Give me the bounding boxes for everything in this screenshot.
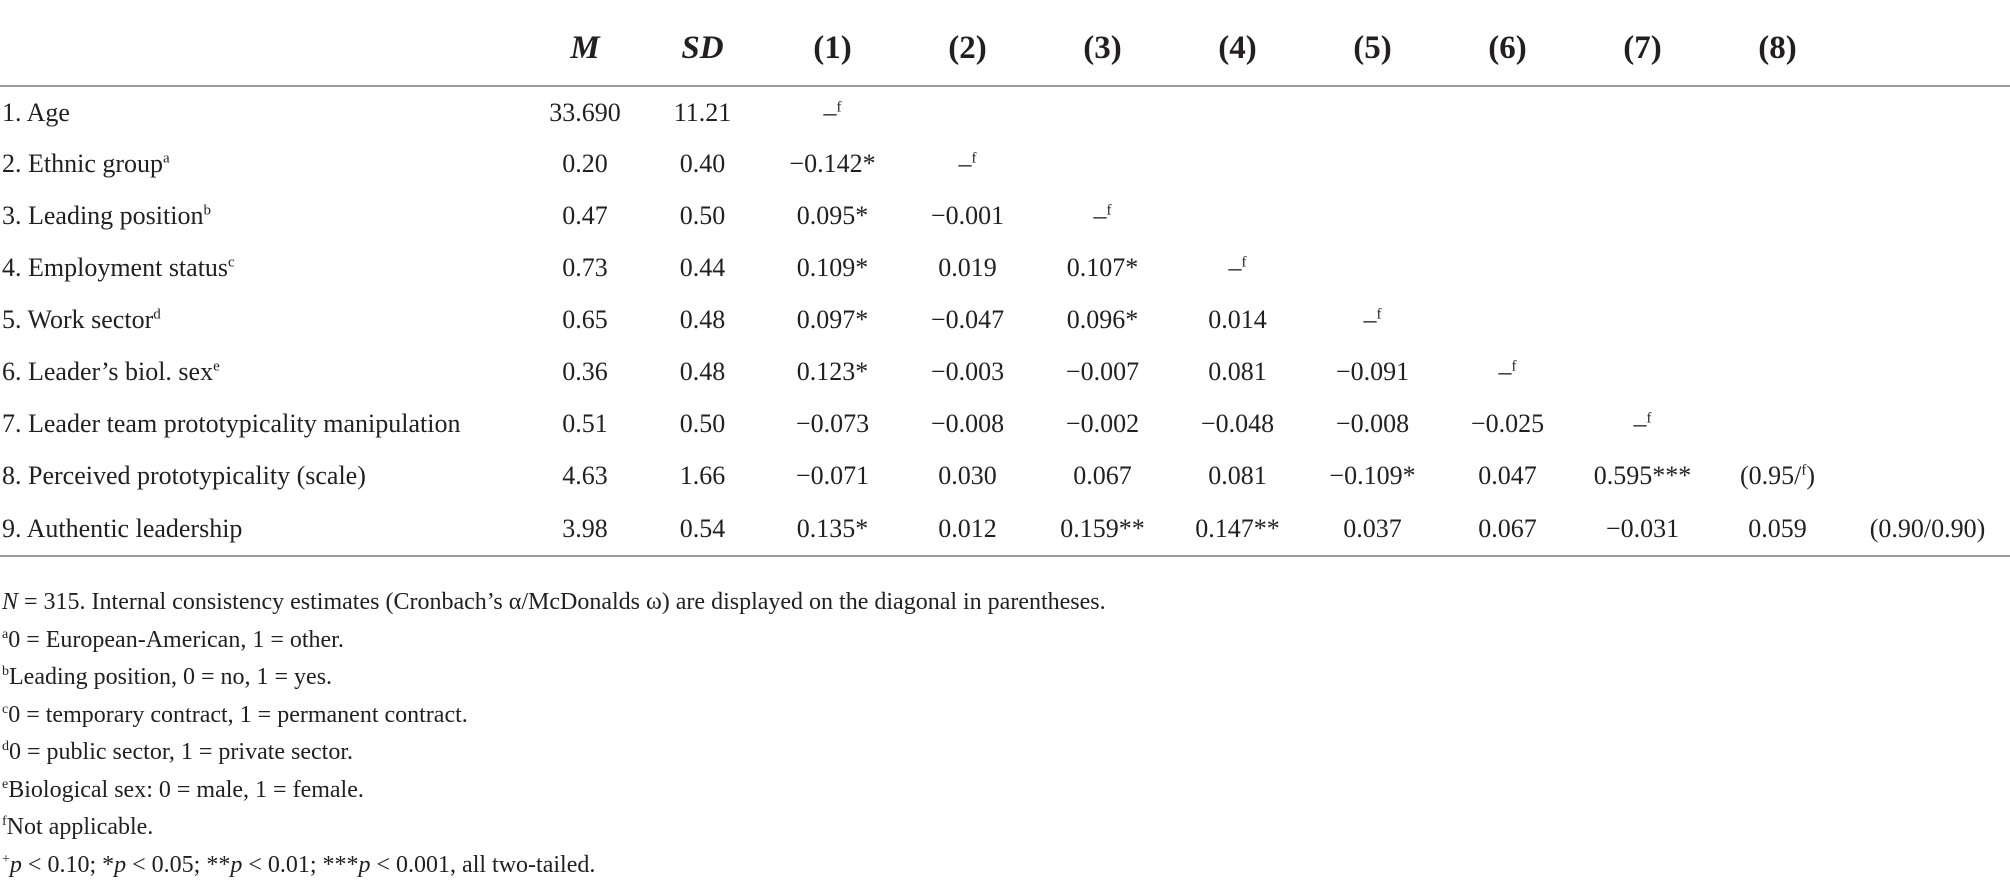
table-cell xyxy=(1305,86,1440,138)
table-cell: 0.147** xyxy=(1170,502,1305,556)
table-cell: −0.048 xyxy=(1200,409,1275,438)
variable-name: 4. Employment status xyxy=(2,253,229,282)
header-col-7: (7) xyxy=(1575,12,1710,86)
table-row xyxy=(0,398,2010,450)
note-b xyxy=(2,659,1106,697)
note-c-text: 0 = temporary contract, 1 = permanent contract. xyxy=(8,701,468,728)
table-cell xyxy=(1710,138,1845,190)
table-cell: 0.48 xyxy=(679,357,726,386)
table-row xyxy=(0,86,2010,138)
table-cell xyxy=(900,86,1035,138)
table-row xyxy=(0,190,2010,242)
table-cell: 0.107* xyxy=(1066,253,1139,282)
table-cell: 0.014 xyxy=(1208,305,1267,334)
not-applicable-cell: –$^f$ xyxy=(1228,253,1247,282)
table-cell xyxy=(1440,86,1575,138)
footnote-marker: f xyxy=(971,150,977,167)
note-f-text: Not applicable. xyxy=(6,814,154,840)
table-cell: 0.081 xyxy=(1208,357,1267,386)
table-cell: −0.071 xyxy=(795,461,870,490)
table-cell: −0.008 xyxy=(1335,409,1410,438)
variable-label xyxy=(0,502,530,556)
table-cell: 0.51 xyxy=(562,409,608,438)
note-f-symbol: f xyxy=(2,814,7,829)
note-sig-p: p xyxy=(358,851,371,878)
table-cell: 3.98 xyxy=(530,502,640,556)
table-cell: (0.90/0.90) xyxy=(1845,502,2010,556)
note-sig-p: p xyxy=(114,851,127,878)
note-d-symbol: d xyxy=(2,739,9,754)
table-cell xyxy=(1440,242,1575,294)
note-n-text: = 315. Internal consistency estimates (Cronbach’s α/McDonalds ω) are displayed on the diagonal in parentheses. xyxy=(18,589,1106,615)
table-cell: 0.595*** xyxy=(1593,461,1692,490)
table-cell: 0.73 xyxy=(562,253,608,282)
table-cell xyxy=(1710,242,1845,294)
table-cell: −0.003 xyxy=(930,357,1005,386)
table-cell: 0.030 xyxy=(938,461,997,490)
variable-name: 5. Work sector xyxy=(2,305,154,334)
table-cell xyxy=(1575,294,1710,346)
table-cell xyxy=(1575,138,1710,190)
footnote-marker: e xyxy=(213,358,220,375)
not-applicable-cell: –$^f$ xyxy=(958,149,977,178)
note-b-symbol: b xyxy=(2,664,9,679)
table-cell: −0.007 xyxy=(1065,357,1140,386)
table-cell: −0.025 xyxy=(1470,409,1545,438)
footnote-marker: b xyxy=(203,202,211,219)
table-row xyxy=(0,138,2010,190)
note-c xyxy=(2,697,1106,735)
table-header xyxy=(0,12,2010,86)
variable-name: 3. Leading position xyxy=(2,201,204,230)
table-cell xyxy=(1035,86,1170,138)
table-cell xyxy=(1845,398,2010,450)
table-cell xyxy=(1845,450,2010,502)
note-c-symbol: c xyxy=(2,701,9,717)
table-cell: 11.21 xyxy=(673,97,732,127)
table-cell xyxy=(1035,138,1170,190)
table-body xyxy=(0,86,2010,556)
correlation-table xyxy=(0,12,2010,557)
table-cell: 0.109* xyxy=(796,253,869,282)
table-cell: −0.001 xyxy=(930,201,1005,230)
table-cell: −0.109* xyxy=(1329,461,1416,490)
note-e-symbol: e xyxy=(2,776,9,792)
table-cell xyxy=(1710,398,1845,450)
note-sig-text: < 0.001, all two-tailed. xyxy=(370,851,596,878)
table-cell xyxy=(1710,346,1845,398)
note-a-symbol: a xyxy=(2,626,9,642)
table-cell xyxy=(1575,86,1710,138)
table-cell: 0.65 xyxy=(562,305,608,334)
header-sd: SD xyxy=(640,12,765,86)
table-cell xyxy=(1170,86,1305,138)
table-cell: 33.690 xyxy=(549,97,621,127)
table-cell: 1.66 xyxy=(679,461,726,490)
table-cell xyxy=(1305,138,1440,190)
table-cell xyxy=(1305,190,1440,242)
table-cell: 0.44 xyxy=(679,253,726,282)
table-cell xyxy=(1575,242,1710,294)
table-cell: 0.50 xyxy=(679,201,726,230)
header-col-9 xyxy=(1845,12,2010,86)
note-f xyxy=(2,809,1106,847)
table-cell: −0.002 xyxy=(1065,409,1140,438)
footnote-marker: f xyxy=(1106,202,1112,219)
note-a xyxy=(2,622,1106,660)
table-cell: 0.096* xyxy=(1066,305,1139,334)
table-cell xyxy=(1440,138,1575,190)
footnote-marker: f xyxy=(1511,358,1517,375)
table-row xyxy=(0,242,2010,294)
table-cell: 0.40 xyxy=(679,149,726,178)
table-cell: 0.48 xyxy=(679,305,726,334)
table-cell: 0.059 xyxy=(1710,502,1845,556)
table-cell: 0.47 xyxy=(562,201,608,230)
table-cell: 0.54 xyxy=(640,502,765,556)
header-col-6: (6) xyxy=(1440,12,1575,86)
table-cell xyxy=(1845,242,2010,294)
variable-name: 1. Age xyxy=(2,97,70,127)
table-cell: 0.135* xyxy=(765,502,900,556)
table-row xyxy=(0,346,2010,398)
note-significance xyxy=(2,847,1106,885)
table-cell: 0.36 xyxy=(562,357,608,386)
not-applicable-cell: –$^f$ xyxy=(1363,305,1382,334)
table-cell xyxy=(1710,86,1845,138)
variable-label xyxy=(0,398,530,450)
variable-label xyxy=(0,86,530,138)
note-sig-text: < 0.01; *** xyxy=(242,851,359,878)
table-cell xyxy=(1575,190,1710,242)
not-applicable-cell: –$^f$ xyxy=(823,97,842,127)
table-cell: 0.067 xyxy=(1440,502,1575,556)
header-col-2: (2) xyxy=(900,12,1035,86)
note-b-text: Leading position, 0 = no, 1 = yes. xyxy=(9,664,333,690)
table-cell xyxy=(1305,242,1440,294)
table-row xyxy=(0,450,2010,502)
table-cell: 0.037 xyxy=(1305,502,1440,556)
note-n xyxy=(2,584,1106,622)
header-mean: M xyxy=(530,12,640,86)
header-col-4: (4) xyxy=(1170,12,1305,86)
variable-name: 9. Authentic leadership xyxy=(2,513,243,543)
footnote-marker: f xyxy=(1646,410,1652,427)
table-cell xyxy=(1710,190,1845,242)
table-cell xyxy=(1170,190,1305,242)
table-row xyxy=(0,502,2010,556)
footnote-marker: a xyxy=(163,150,170,167)
note-e xyxy=(2,772,1106,810)
variable-name: 7. Leader team prototypicality manipulation xyxy=(2,409,461,438)
table-notes xyxy=(2,584,1106,884)
table-cell xyxy=(1440,294,1575,346)
table-cell: −0.073 xyxy=(795,409,870,438)
variable-label xyxy=(0,138,530,190)
table-cell: 0.067 xyxy=(1073,461,1132,490)
table-cell xyxy=(1440,190,1575,242)
note-e-text: Biological sex: 0 = male, 1 = female. xyxy=(8,776,364,803)
table-cell: 0.159** xyxy=(1035,502,1170,556)
table-cell: 0.012 xyxy=(900,502,1035,556)
note-sig-p: p xyxy=(9,851,22,878)
header-variable xyxy=(0,12,530,86)
table-cell: −0.142* xyxy=(789,149,876,178)
table-cell: 0.123* xyxy=(796,357,869,386)
not-applicable-cell: –$^f$ xyxy=(1498,357,1517,386)
variable-label xyxy=(0,346,530,398)
table-cell: 0.019 xyxy=(938,253,997,282)
table-cell: 0.50 xyxy=(679,409,726,438)
footnote-marker: f xyxy=(1801,462,1807,479)
header-col-8: (8) xyxy=(1710,12,1845,86)
table-cell: 0.20 xyxy=(562,149,608,178)
note-sig-symbol: + xyxy=(2,851,10,867)
table-cell xyxy=(1170,138,1305,190)
header-col-1: (1) xyxy=(765,12,900,86)
table-cell: 0.097* xyxy=(796,305,869,334)
table-row xyxy=(0,294,2010,346)
header-col-5: (5) xyxy=(1305,12,1440,86)
footnote-marker: d xyxy=(153,306,161,323)
note-d xyxy=(2,734,1106,772)
table-cell: 4.63 xyxy=(562,461,608,490)
table-cell: −0.008 xyxy=(930,409,1005,438)
header-row xyxy=(0,12,2010,86)
table-cell xyxy=(1845,138,2010,190)
reliability-cell: (0.95/$^f$) xyxy=(1739,461,1816,490)
table-cell xyxy=(1575,346,1710,398)
variable-label xyxy=(0,450,530,502)
variable-name: 2. Ethnic group xyxy=(2,149,164,178)
variable-label xyxy=(0,190,530,242)
table-cell: 0.095* xyxy=(796,201,869,230)
note-sig-text: < 0.05; ** xyxy=(126,851,231,878)
table-cell xyxy=(1710,294,1845,346)
note-d-text: 0 = public sector, 1 = private sector. xyxy=(9,739,354,765)
footnote-marker: f xyxy=(836,98,842,115)
footnote-marker: f xyxy=(1376,306,1382,323)
not-applicable-cell: –$^f$ xyxy=(1633,409,1652,438)
footnote-marker: c xyxy=(228,254,235,271)
table-cell: 0.081 xyxy=(1208,461,1267,490)
note-sig-p: p xyxy=(230,851,243,878)
table-cell: −0.047 xyxy=(930,305,1005,334)
note-a-text: 0 = European-American, 1 = other. xyxy=(8,626,344,653)
note-sig-text: < 0.10; * xyxy=(21,851,115,878)
variable-label xyxy=(0,294,530,346)
variable-name: 6. Leader’s biol. sex xyxy=(2,357,214,386)
variable-name: 8. Perceived prototypicality (scale) xyxy=(2,461,366,490)
table-cell: 0.047 xyxy=(1478,461,1537,490)
note-n-label: N xyxy=(2,589,19,615)
footnote-marker: f xyxy=(1241,254,1247,271)
table-cell xyxy=(1845,346,2010,398)
header-col-3: (3) xyxy=(1035,12,1170,86)
table-cell xyxy=(1845,86,2010,138)
variable-label xyxy=(0,242,530,294)
table-cell xyxy=(1845,294,2010,346)
table-cell xyxy=(1845,190,2010,242)
table-cell: −0.091 xyxy=(1335,357,1410,386)
table-cell: −0.031 xyxy=(1575,502,1710,556)
not-applicable-cell: –$^f$ xyxy=(1093,201,1112,230)
